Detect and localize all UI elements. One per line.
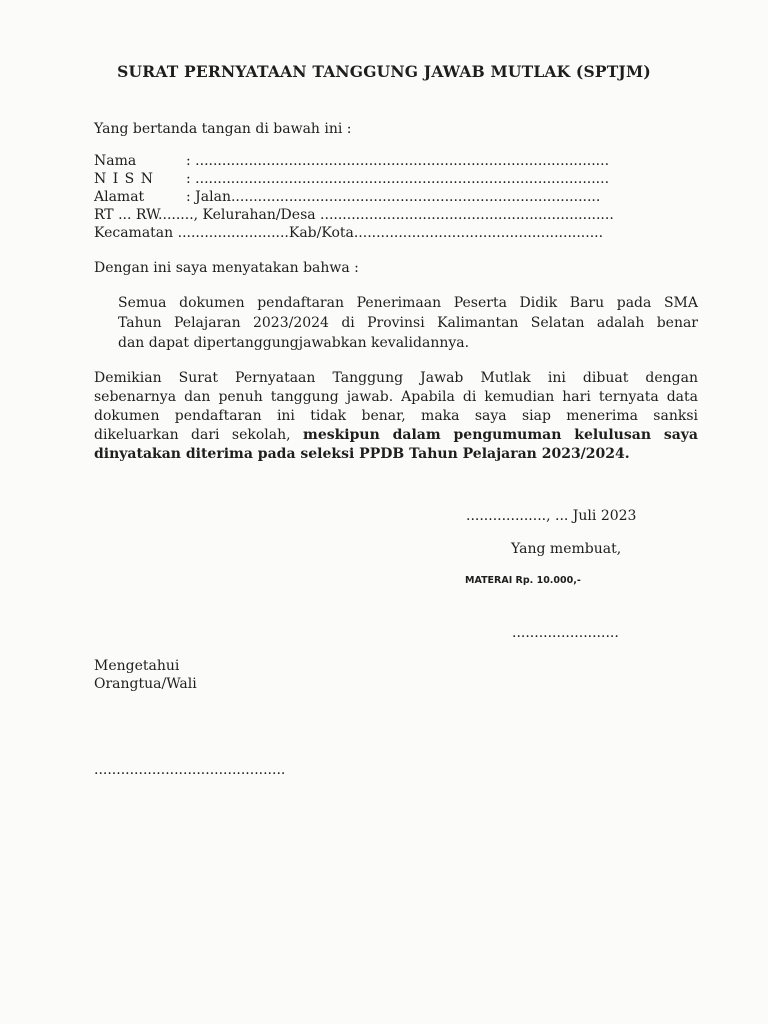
kecamatan-kabkota-line: Kecamatan .........................Kab/Kota........................................................	[94, 225, 604, 241]
date-line: .................., ... Juli 2023	[466, 508, 637, 524]
closing-line: dokumen pendaftaran ini tidak benar, maka saya siap menerima sanksi	[94, 408, 698, 424]
materai-label: MATERAI Rp. 10.000,-	[465, 575, 581, 586]
statement-paragraph	[118, 293, 698, 353]
statement-line: Tahun Pelajaran 2023/2024 di Provinsi Kalimantan Selatan adalah benar	[118, 315, 698, 331]
signer-label: Yang membuat,	[511, 541, 622, 557]
intro-text: Yang bertanda tangan di bawah ini :	[94, 121, 352, 137]
closing-line-bold-last: dinyatakan diterima pada seleksi PPDB Tahun Pelajaran 2023/2024.	[94, 446, 630, 462]
nama-field: : .............................................................................................	[186, 153, 610, 169]
alamat-label: Alamat	[94, 189, 145, 205]
nisn-field: : .............................................................................................	[186, 171, 610, 187]
closing-paragraph	[94, 369, 698, 464]
nama-label: Nama	[94, 153, 137, 169]
statement-line: Semua dokumen pendaftaran Penerimaan Peserta Didik Baru pada SMA	[118, 295, 698, 311]
guardian-label: Orangtua/Wali	[94, 676, 197, 692]
rt-rw-kelurahan-line: RT ... RW........, Kelurahan/Desa ..................................................................	[94, 207, 614, 223]
closing-line-normal: dikeluarkan dari sekolah,	[94, 427, 303, 443]
closing-line: Demikian Surat Pernyataan Tanggung Jawab Mutlak ini dibuat dengan	[94, 370, 698, 386]
signer-signature-line: ........................	[512, 625, 619, 641]
guardian-signature-line: ...........................................	[94, 762, 286, 778]
acknowledge-label: Mengetahui	[94, 658, 180, 674]
closing-line	[94, 426, 698, 445]
statement-line: dan dapat dipertanggungjawabkan kevalidannya.	[118, 335, 470, 351]
nisn-label: N I S N	[94, 171, 154, 187]
closing-line: sebenarnya dan penuh tanggung jawab. Apabila di kemudian hari ternyata data	[94, 389, 698, 405]
alamat-field: : Jalan...................................................................................	[186, 189, 601, 205]
document-title: SURAT PERNYATAAN TANGGUNG JAWAB MUTLAK (SPTJM)	[117, 62, 651, 81]
closing-line-bold: meskipun dalam pengumuman kelulusan saya	[303, 427, 698, 443]
declaration-intro: Dengan ini saya menyatakan bahwa :	[94, 260, 359, 276]
